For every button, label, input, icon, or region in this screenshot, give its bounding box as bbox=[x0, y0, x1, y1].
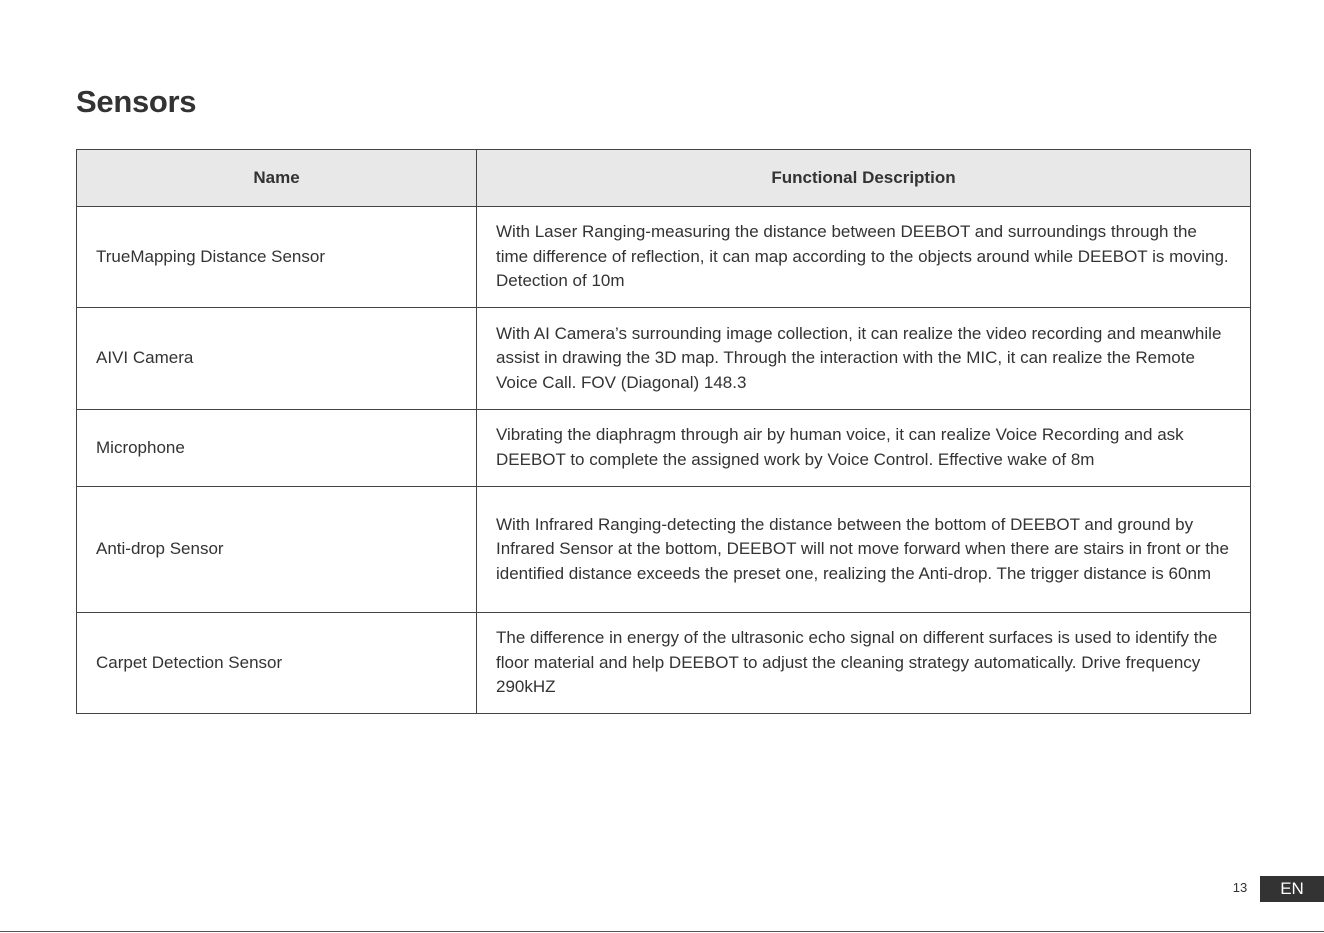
sensor-description: Vibrating the diaphragm through air by human voice, it can realize Voice Recording and ask DEEBOT to complete the assigned work by Voice Control. Effective wake of 8m bbox=[477, 410, 1251, 487]
page-bottom-divider bbox=[0, 931, 1324, 932]
table-row bbox=[77, 487, 1251, 613]
sensor-name: TrueMapping Distance Sensor bbox=[77, 207, 477, 308]
page-title: Sensors bbox=[76, 84, 197, 119]
sensor-description: With AI Camera’s surrounding image collection, it can realize the video recording and meanwhile assist in drawing the 3D map. Through the interaction with the MIC, it can realize the Remote Voice Call. FOV (Diagonal) 148.3 bbox=[477, 308, 1251, 410]
language-badge: EN bbox=[1260, 876, 1324, 902]
table-row bbox=[77, 207, 1251, 308]
sensors-table bbox=[76, 149, 1251, 714]
table-row bbox=[77, 308, 1251, 410]
sensor-description: The difference in energy of the ultrasonic echo signal on different surfaces is used to identify the floor material and help DEEBOT to adjust the cleaning strategy automatically. Drive frequency 290kHZ bbox=[477, 613, 1251, 714]
table-header-row bbox=[77, 150, 1251, 207]
column-header-name: Name bbox=[77, 150, 477, 207]
sensor-name: AIVI Camera bbox=[77, 308, 477, 410]
column-header-description: Functional Description bbox=[477, 150, 1251, 207]
sensor-description: With Laser Ranging-measuring the distance between DEEBOT and surroundings through the time difference of reflection, it can map according to the objects around while DEEBOT is moving. Detection of 10m bbox=[477, 207, 1251, 308]
table-row bbox=[77, 613, 1251, 714]
sensor-description: With Infrared Ranging-detecting the distance between the bottom of DEEBOT and ground by Infrared Sensor at the bottom, DEEBOT will not move forward when there are stairs in front or the identified distance exceeds the preset one, realizing the Anti-drop. The trigger distance is 60nm bbox=[477, 487, 1251, 613]
sensor-name: Anti-drop Sensor bbox=[77, 487, 477, 613]
sensor-name: Carpet Detection Sensor bbox=[77, 613, 477, 714]
sensor-name: Microphone bbox=[77, 410, 477, 487]
page-number: 13 bbox=[1232, 880, 1248, 895]
table-row bbox=[77, 410, 1251, 487]
